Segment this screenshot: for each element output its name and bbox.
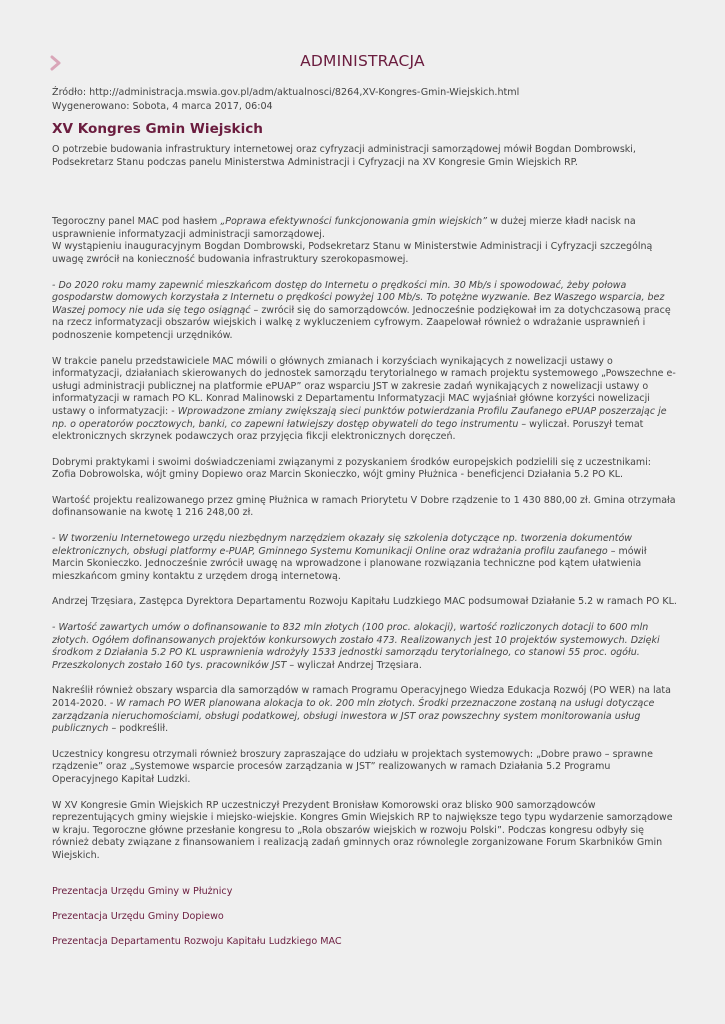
paragraph-3: W trakcie panelu przedstawiciele MAC mówili o głównych zmianach i korzyściach wynikających z nowelizacji ustawy o informatyzacji, działaniach skierowanych do jednostek samorządu terytorialnego w ramach projektu systemowego „Powszechne e-usługi administracji publicznej na platformie ePUAP” oraz wsparciu JST w zakresie zadań wynikających z nowelizacji ustawy o informatyzacji w ramach PO KL. Konrad Malinowski z Departamentu Informatyzacji MAC wyjaśniał główne korzyści nowelizacji ustawy o informatyzacji: - Wprowadzone zmiany zwiększają sieci punktów potwierdzania Profilu Zaufanego ePUAP poszerzając je np. o operatorów pocztowych, banki, co zapewni łatwiejszy dostęp obywateli do tego instrumentu – wyliczał. Poruszył temat elektronicznych skrzynek podawczych oraz przyjęcia fikcji elektronicznych doręczeń. bbox=[52, 355, 676, 443]
paragraph-8: - Wartość zawartych umów o dofinansowanie to 832 mln złotych (100 proc. alokacji), wartość rozliczonych dotacji to 600 mln złotych. Ogółem dofinansowanych projektów konkursowych zostało 473. Realizowanych jest 10 projektów systemowych. Dzięki środkom z Działania 5.2 PO KL usprawnienia wdrożyły 1533 jednostki samorządu terytorialnego, co stanowi 55 proc. ogółu. Przeszkolonych zostało 160 tys. pracowników JST – wyliczał Andrzej Trzęsiara. bbox=[52, 622, 660, 671]
paragraph-9: Nakreślił również obszary wsparcia dla samorządów w ramach Programu Operacyjnego Wiedza Edukacja Rozwój (PO WER) na lata 2014-2020. - W ramach PO WER planowana alokacja to ok. 200 mln złotych. Środki przeznaczone zostaną na usługi dotyczące zarządzania nieruchomościami, obsługi podatkowej, obsługi inwestora w JST oraz powszechny system monitorowania usług publicznych – podkreślił. bbox=[52, 685, 671, 735]
paragraph-10: Uczestnicy kongresu otrzymali również broszury zapraszające do udziału w projektach systemowych: „Dobre prawo – sprawne rządzenie” oraz „Systemowe wsparcie procesów zarządzania w JST” realizowanych w ramach Działania 5.2 Programu Operacyjnego Kapitał Ludzki. bbox=[52, 748, 653, 785]
generated-date: Wygenerowano: Sobota, 4 marca 2017, 06:04 bbox=[52, 101, 273, 112]
site-title: ADMINISTRACJA bbox=[300, 52, 425, 70]
article-lead: O potrzebie budowania infrastruktury internetowej oraz cyfryzacji administracji samorządowej mówił Bogdan Dombrowski, Podsekretarz Stanu podczas panelu Ministerstwa Administracji i Cyfryzacji na XV Kongresie Gmin Wiejskich RP. bbox=[52, 144, 636, 168]
paragraph-1: Tegoroczny panel MAC pod hasłem „Poprawa efektywności funkcjonowania gmin wiejskich” w dużej mierze kładł nacisk na usprawnienie informatyzacji administracji samorządowej. bbox=[52, 216, 636, 240]
attachments-list bbox=[52, 885, 342, 960]
link-pluznica-presentation[interactable]: Prezentacja Urzędu Gminy w Płużnicy bbox=[52, 886, 233, 897]
paragraph-7: Andrzej Trzęsiara, Zastępca Dyrektora Departamentu Rozwoju Kapitału Ludzkiego MAC podsumował Działanie 5.2 w ramach PO KL. bbox=[52, 596, 677, 608]
article-title: XV Kongres Gmin Wiejskich bbox=[52, 121, 263, 137]
paragraph-4: Dobrymi praktykami i swoimi doświadczeniami związanymi z pozyskaniem środków europejskich podzielili się z uczestnikami: Zofia Dobrowolska, wójt gminy Dopiewo oraz Marcin Skonieczko, wójt gminy Płużnica - beneficjenci Działania 5.2 PO KL. bbox=[52, 456, 651, 481]
paragraph-1b: W wystąpieniu inauguracyjnym Bogdan Dombrowski, Podsekretarz Stanu w Ministerstwie Administracji i Cyfryzacji szczególną uwagę zwrócił na konieczność budowania infrastruktury szerokopasmowej. bbox=[52, 241, 653, 265]
paragraph-11: W XV Kongresie Gmin Wiejskich RP uczestniczył Prezydent Bronisław Komorowski oraz blisko 900 samorządowców reprezentujących gminy wiejskie i miejsko-wiejskie. Kongres Gmin Wiejskich RP to największe tego typu wydarzenie samorządowe w kraju. Tegoroczne główne przesłanie kongresu to „Rola obszarów wiejskich w rozwoju Polski”. Podczas kongresu odbyły się również debaty związane z finansowaniem i realizacją zadań gminnych oraz równolegle zorganizowane Forum Skarbników Gmin Wiejskich. bbox=[52, 799, 673, 861]
document-meta bbox=[52, 86, 519, 114]
paragraph-2: - Do 2020 roku mamy zapewnić mieszkańcom dostęp do Internetu o prędkości min. 30 Mb/s i spowodować, żeby połowa gospodarstw domowych korzystała z Internetu o prędkości powyżej 100 Mb/s. To potężne wyzwanie. Bez Waszego wsparcia, bez Waszej pomocy nie uda się tego osiągnąć – zwrócił się do samorządowców. Jednocześnie podziękował im za dotychczasową pracę na rzecz informatyzacji obszarów wiejskich i walkę z wykluczeniem cyfrowym. Zaapelował również o wdrażanie usprawnień i podnoszenie kompetencji urzędników. bbox=[52, 279, 671, 341]
paragraph-6: - W tworzeniu Internetowego urzędu niezbędnym narzędziem okazały się szkolenia dotyczące np. tworzenia dokumentów elektronicznych, obsługi platformy e-PUAP, Gminnego Systemu Komunikacji Online oraz wdrażania profilu zaufanego – mówił Marcin Skonieczko. Jednocześnie zwrócił uwagę na wprowadzone i planowane rozwiązania techniczne pod kątem ułatwienia mieszkańcom gminy kontaktu z urzędem drogą internetową. bbox=[52, 533, 647, 582]
link-mac-department-presentation[interactable]: Prezentacja Departamentu Rozwoju Kapitału Ludzkiego MAC bbox=[52, 936, 342, 947]
source-url: Źródło: http://administracja.mswia.gov.pl/adm/aktualnosci/8264,XV-Kongres-Gmin-Wiejskich.html bbox=[52, 87, 520, 98]
link-dopiewo-presentation[interactable]: Prezentacja Urzędu Gminy Dopiewo bbox=[52, 911, 224, 922]
article-body bbox=[52, 144, 677, 876]
paragraph-5: Wartość projektu realizowanego przez gminę Płużnica w ramach Priorytetu V Dobre rządzenie to 1 430 880,00 zł. Gmina otrzymała dofinansowanie na kwotę 1 216 248,00 zł. bbox=[52, 494, 676, 519]
